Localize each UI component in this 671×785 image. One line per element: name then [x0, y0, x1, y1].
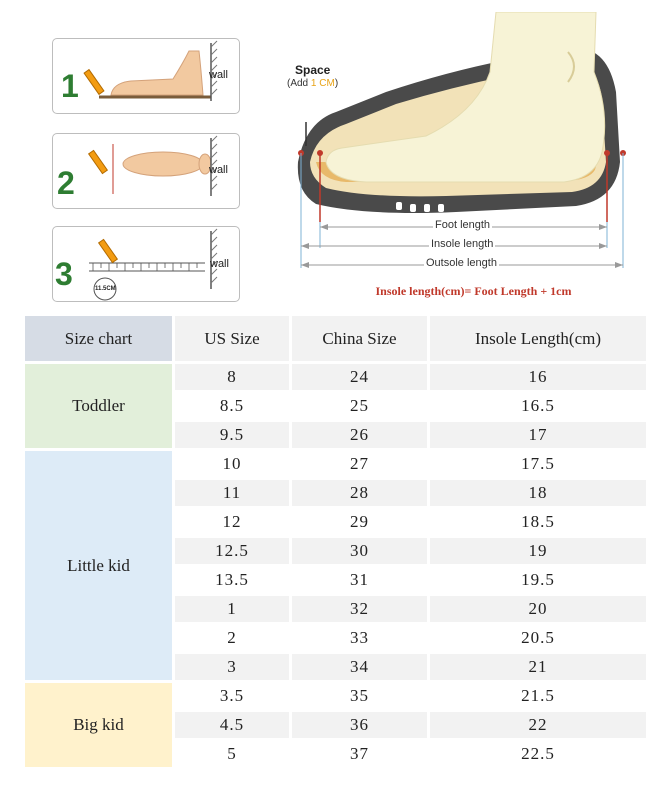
category-little-kid: Little kid [25, 451, 175, 683]
us-size-cell: 12 [175, 509, 292, 538]
space-note-accent: 1 CM [310, 78, 335, 89]
space-note [287, 78, 338, 89]
header-us-size: US Size [175, 316, 292, 364]
step-number: 3 [55, 256, 73, 292]
insole-formula: Insole length(cm)= Foot Length + 1cm [375, 284, 572, 298]
china-size-cell: 29 [292, 509, 430, 538]
insole-length-cell: 21.5 [430, 683, 646, 712]
insole-length-cell: 16.5 [430, 393, 646, 422]
china-size-cell: 26 [292, 422, 430, 451]
wall-label: wall [209, 164, 228, 176]
insole-length-cell: 20.5 [430, 625, 646, 654]
insole-length-cell: 20 [430, 596, 646, 625]
insole-length-cell: 21 [430, 654, 646, 683]
outsole-length-label: Outsole length [426, 257, 497, 269]
foot-length-label: Foot length [435, 219, 491, 231]
us-size-cell: 5 [175, 741, 292, 770]
china-size-cell: 33 [292, 625, 430, 654]
table-row [25, 364, 646, 393]
us-size-cell: 13.5 [175, 567, 292, 596]
china-size-cell: 31 [292, 567, 430, 596]
space-title: Space [295, 63, 331, 77]
category-toddler: Toddler [25, 364, 175, 451]
china-size-cell: 30 [292, 538, 430, 567]
china-size-cell: 37 [292, 741, 430, 770]
step-3-card [52, 226, 240, 302]
wall-label: wall [210, 258, 229, 270]
us-size-cell: 9.5 [175, 422, 292, 451]
step-2-card [52, 133, 240, 209]
us-size-cell: 8 [175, 364, 292, 393]
measuring-steps [0, 0, 250, 310]
china-size-cell: 28 [292, 480, 430, 509]
china-size-cell: 27 [292, 451, 430, 480]
insole-length-cell: 17.5 [430, 451, 646, 480]
insole-length-cell: 22.5 [430, 741, 646, 770]
shoe-diagram [276, 12, 671, 312]
us-size-cell: 3.5 [175, 683, 292, 712]
us-size-cell: 8.5 [175, 393, 292, 422]
space-note-prefix: (Add [287, 78, 311, 89]
header-insole-length: Insole Length(cm) [430, 316, 646, 364]
size-chart-table [25, 316, 646, 770]
scale-label: 11.5CM [95, 286, 116, 292]
china-size-cell: 34 [292, 654, 430, 683]
insole-length-cell: 19.5 [430, 567, 646, 596]
us-size-cell: 1 [175, 596, 292, 625]
china-size-cell: 35 [292, 683, 430, 712]
insole-length-cell: 16 [430, 364, 646, 393]
us-size-cell: 3 [175, 654, 292, 683]
insole-length-cell: 17 [430, 422, 646, 451]
space-note-suffix: ) [334, 78, 339, 89]
us-size-cell: 12.5 [175, 538, 292, 567]
step-number: 1 [61, 68, 79, 104]
header-size-chart: Size chart [25, 316, 175, 364]
header-china-size: China Size [292, 316, 430, 364]
category-big-kid: Big kid [25, 683, 175, 770]
insole-length-cell: 22 [430, 712, 646, 741]
us-size-cell: 11 [175, 480, 292, 509]
table-row [25, 451, 646, 480]
table-row [25, 683, 646, 712]
china-size-cell: 32 [292, 596, 430, 625]
step-number: 2 [57, 165, 75, 201]
china-size-cell: 25 [292, 393, 430, 422]
table-header-row [25, 316, 646, 364]
step-1-card [52, 38, 240, 114]
us-size-cell: 10 [175, 451, 292, 480]
wall-label: wall [209, 69, 228, 81]
china-size-cell: 36 [292, 712, 430, 741]
us-size-cell: 2 [175, 625, 292, 654]
insole-length-cell: 18 [430, 480, 646, 509]
insole-length-cell: 19 [430, 538, 646, 567]
insole-length-cell: 18.5 [430, 509, 646, 538]
insole-length-label: Insole length [431, 238, 494, 250]
china-size-cell: 24 [292, 364, 430, 393]
us-size-cell: 4.5 [175, 712, 292, 741]
